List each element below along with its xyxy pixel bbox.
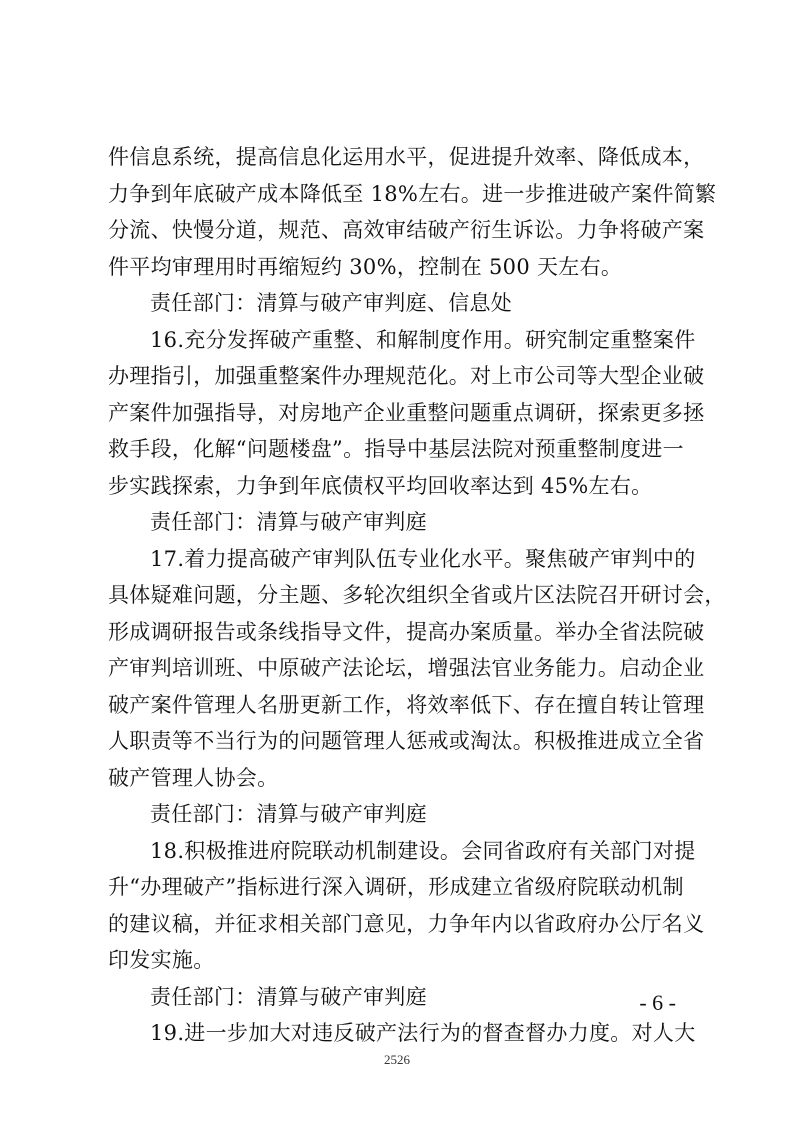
text-line: 19.进一步加大对违反破产法行为的督查督办力度。对人大 bbox=[150, 1021, 696, 1045]
text-line: 件平均审理用时再缩短约 30%，控制在 500 天左右。 bbox=[108, 254, 623, 279]
text-line: 责任部门：清算与破产审判庭 bbox=[150, 802, 427, 826]
text-line: 产审判培训班、中原破产法论坛，增强法官业务能力。启动企业 bbox=[108, 656, 705, 680]
text-line: 救手段，化解“问题楼盘”。指导中基层法院对预重整制度进一 bbox=[108, 437, 684, 461]
text-lines bbox=[108, 139, 726, 1052]
text-line: 升“办理破产”指标进行深入调研，形成建立省级府院联动机制 bbox=[108, 875, 684, 899]
text-line: 力争到年底破产成本降低至 18%左右。进一步推进破产案件简繁 bbox=[108, 181, 717, 206]
text-line: 具体疑难问题，分主题、多轮次组织全省或片区法院召开研讨会， bbox=[108, 583, 726, 607]
text-line: 办理指引，加强重整案件办理规范化。对上市公司等大型企业破 bbox=[108, 364, 705, 388]
text-line: 件信息系统，提高信息化运用水平，促进提升效率、降低成本， bbox=[108, 145, 705, 169]
text-line: 17.着力提高破产审判队伍专业化水平。聚焦破产审判中的 bbox=[150, 546, 696, 571]
text-line: 破产管理人协会。 bbox=[108, 765, 279, 790]
text-line: 破产案件管理人名册更新工作，将效率低下、存在擅自转让管理 bbox=[108, 692, 705, 717]
footer-number: 2526 bbox=[384, 1052, 410, 1067]
text-line: 分流、快慢分道，规范、高效审结破产衍生诉讼。力争将破产案 bbox=[108, 218, 705, 242]
text-line: 责任部门：清算与破产审判庭 bbox=[150, 510, 427, 534]
text-line: 印发实施。 bbox=[108, 948, 215, 972]
text-line: 人职责等不当行为的问题管理人惩戒或淘汰。积极推进成立全省 bbox=[108, 729, 705, 753]
text-line: 责任部门：清算与破产审判庭 bbox=[150, 984, 427, 1009]
text-line: 步实践探索，力争到年底债权平均回收率达到 45%左右。 bbox=[108, 473, 653, 498]
document-body bbox=[108, 139, 726, 1052]
text-line: 18.积极推进府院联动机制建设。会同省政府有关部门对提 bbox=[150, 838, 696, 863]
text-line: 的建议稿，并征求相关部门意见，力争年内以省政府办公厅名义 bbox=[108, 911, 705, 936]
text-line: 产案件加强指导，对房地产企业重整问题重点调研，探索更多拯 bbox=[108, 400, 705, 425]
page-number: - 6 - bbox=[639, 990, 676, 1015]
text-line: 形成调研报告或条线指导文件，提高办案质量。举办全省法院破 bbox=[108, 619, 705, 644]
text-line: 责任部门：清算与破产审判庭、信息处 bbox=[150, 291, 513, 315]
text-line: 16.充分发挥破产重整、和解制度作用。研究制定重整案件 bbox=[150, 327, 696, 352]
